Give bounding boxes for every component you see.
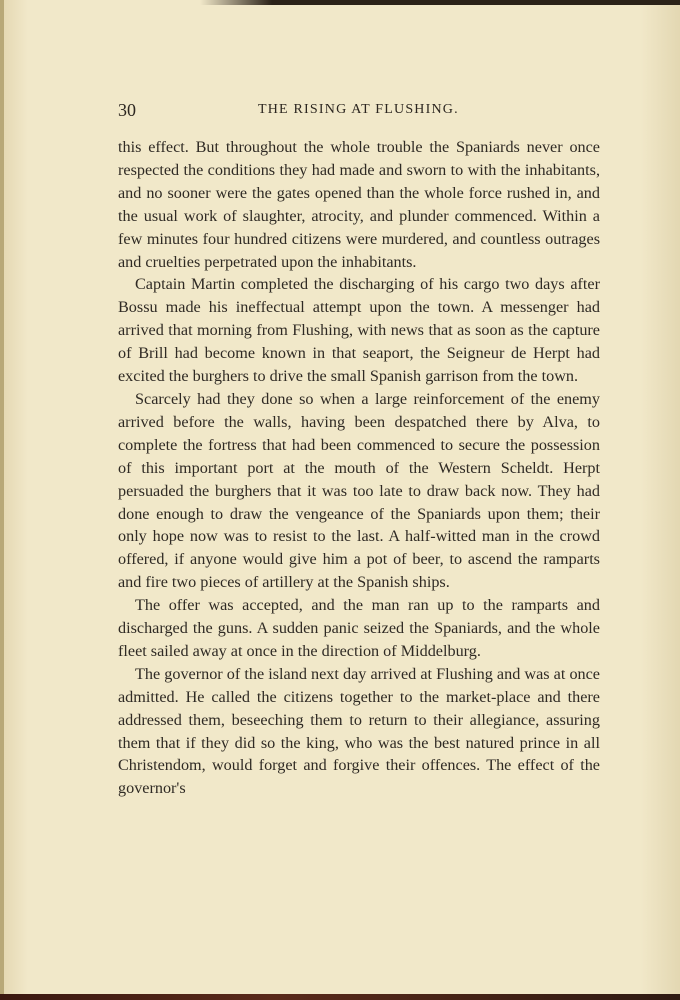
page-number: 30 (118, 100, 136, 120)
bottom-edge (0, 994, 680, 1000)
paragraph: Captain Martin completed the discharging of his cargo two days after Bossu made his ineffectual attempt upon the town. A messenger had arrived that morning from Flushing, with news that as soon as the capture of Brill had become known in that seaport, the Seigneur de Herpt had excited the burghers to drive the small Spanish garrison from the town. (118, 275, 600, 386)
binding-edge (0, 0, 4, 1000)
paragraph: The offer was accepted, and the man ran up to the ramparts and discharged the guns. A sudden panic seized the Spaniards, and the whole fleet sailed away at once in the direction of Middelburg. (118, 596, 600, 660)
paragraph: Scarcely had they done so when a large reinforcement of the enemy arrived before the walls, having been despatched there by Alva, to complete the fortress that had been commenced to secure the possession of this important port at the mouth of the Western Scheldt. Herpt persuaded the burghers that it was too late to draw back now. They had done enough to draw the vengeance of the Spaniards upon them; their only hope now was to resist to the last. A half-witted man in the crowd offered, if anyone would give him a pot of beer, to ascend the ramparts and fire two pieces of artillery at the Spanish ships. (118, 389, 600, 592)
body-text (118, 136, 600, 800)
running-head: THE RISING AT FLUSHING. (258, 102, 459, 117)
paragraph: this effect. But throughout the whole trouble the Spaniards never once respected the conditions they had made and sworn to with the inhabitants, and no sooner were the gates opened than the whole force rushed in, and the usual work of slaughter, atrocity, and plunder commenced. Within a few minutes four hundred citizens were murdered, and countless outrages and cruelties perpetrated upon the inhabitants. (118, 138, 600, 271)
paragraph: The governor of the island next day arrived at Flushing and was at once admitted. He called the citizens together to the market-place and there addressed them, beseeching them to return to their allegiance, assuring them that if they did so the king, who was the best natured prince in all Christendom, would forget and forgive their offences. The effect of the governor's (118, 664, 600, 798)
top-rule (200, 0, 680, 5)
page-header (118, 100, 598, 124)
